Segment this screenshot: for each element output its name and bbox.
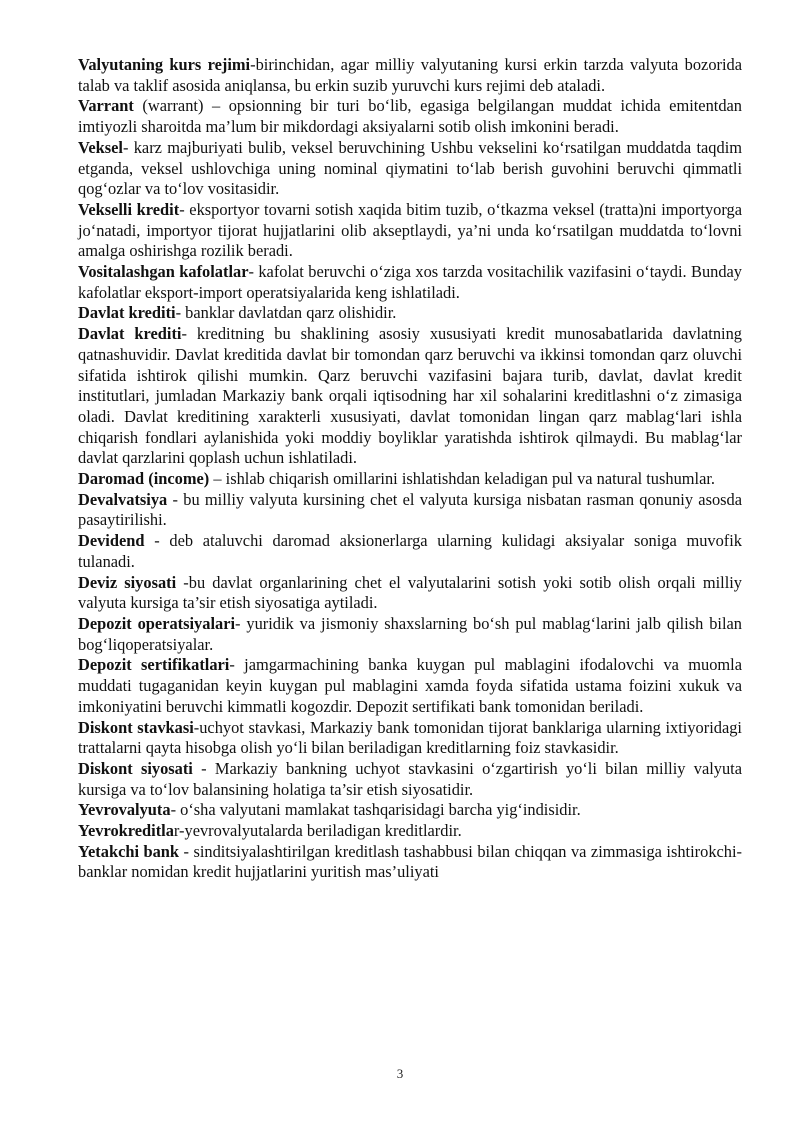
entry-term: Daromad (income) [78,469,210,489]
entry-term: Depozit operatsiyalari [78,613,236,633]
entry-text: - eksportyor tovarni sotish xaqida bitim tuzib, o‘tkazma veksel (tratta)ni importyorga jo‘natadi, importyor tijorat hujjatlarini olib akseptlaydi, ya’ni unda ko‘rsatilgan muddatda to‘lovni amalga oshirishga rozilik beradi. [78,199,742,261]
entry-term: Davlat krediti [78,303,176,323]
entry-text: -birinchidan, agar milliy valyutaning kursi erkin tarzda valyuta bozorida talab va taklif asosida aniqlansa, bu erkin suzib yuruvchi kurs rejimi deb ataladi. [78,55,742,95]
entry-term: Diskont stavkasi [78,717,194,737]
entry-text: r-yevrovalyutalarda beriladigan kreditlardir. [173,821,462,841]
entry-text: - o‘sha valyutani mamlakat tashqarisidagi barcha yig‘indisidir. [170,800,581,820]
entry-term: Vositalashgan kafolatlar [78,262,249,282]
entry-text: - bu milliy valyuta kursining chet el valyuta kursiga nisbatan rasman qonuniy asosda pasaytirilishi. [78,489,742,530]
entry-text: - kreditning bu shaklining asosiy xususiyati kredit munosabatlarida davlatning qatnashuvidir. Davlat kreditida davlat bir tomondan qarz beruvchi va ikkinsi tomondan qarz oluvchi sifatida ishtirok qilishi mumkin. Qarz beruvchi vazifasini bajara turib, davlat, davlat kredit institutlari, jumladan Markaziy bank orqali iqtisodning har xil sohalarini kreditlashni o‘z zimasiga oladi. Davlat kreditining xarakterli xususiyati, davlat tomonidan lingan qarz mablag‘lari ishla chiqarish fondlari aylanishida yoki moddiy boyliklar yaratishda ishtirok qilmaydi. Bu mablag‘lar davlat qarzlarini qoplash uchun ishlatiladi. [78,324,742,468]
glossary-entry [78,490,742,531]
entry-text: - Markaziy bankning uchyot stavkasini o‘zgartirish yo‘li bilan milliy valyuta kursiga va to‘lov balansining holatiga ta’sir etish siyosatidir. [78,758,742,799]
entry-term: Yevrokreditla [78,821,174,841]
entry-text: -bu davlat organlarining chet el valyutalarini sotish yoki sotib olish orqali milliy valyuta kursiga ta’sir etish siyosatiga aytiladi. [78,572,742,613]
glossary-entry [78,821,742,842]
entry-text: -uchyot stavkasi, Markaziy bank tomonidan tijorat banklariga ularning ixtiyoridagi trattalarni qayta hisobga olish yo‘li bilan beriladigan kreditlarning foiz stavkasidir. [78,717,742,758]
entry-term: Valyutaning kurs rejimi [78,55,251,74]
glossary-entry [78,531,742,572]
glossary-entry [78,200,742,262]
entry-term: Veksel [78,137,123,157]
glossary-entry [78,96,742,137]
entry-text: - banklar davlatdan qarz olishidir. [175,303,397,323]
glossary-entry [78,718,742,759]
glossary-entry [78,655,742,717]
entry-text: – ishlab chiqarish omillarini ishlatishdan keladigan pul va natural tushumlar. [209,469,715,489]
glossary-entry [78,614,742,655]
glossary-entry [78,324,742,469]
entry-text: - kafolat beruvchi o‘ziga xos tarzda vositachilik vazifasini o‘taydi. Bunday kafolatlar eksport-import operatsiyalarida keng ishlatiladi. [78,262,742,302]
page-number: 3 [396,1066,404,1081]
entry-term: Deviz siyosati [78,572,177,592]
entry-term: Varrant [78,96,134,116]
glossary-entry [78,800,742,821]
entry-term: Devidend [78,531,145,551]
entry-text: - sinditsiyalashtirilgan kreditlash tashabbusi bilan chiqqan va zimmasiga ishtirokchi-banklar nomidan kredit hujjatlarini yuritish mas’uliyati [78,841,742,882]
entry-text: - yuridik va jismoniy shaxslarning bo‘sh pul mablag‘larini jalb qilish bilan bog‘liqoperatsiyalar. [78,613,742,654]
glossary-entry [78,262,742,303]
entry-term: Yevrovalyuta [78,800,171,820]
entry-term: Davlat krediti [78,324,182,344]
glossary-entry [78,842,742,883]
entry-term: Diskont siyosati [78,758,193,778]
entry-term: Devalvatsiya [78,489,168,509]
entry-term: Vekselli kredit [78,199,180,219]
glossary-entry [78,759,742,800]
entry-text: - deb ataluvchi daromad aksionerlarga ularning kulidagi aksiyalar soniga muvofik tulanadi. [78,531,742,571]
glossary-entry [78,55,742,96]
glossary-page [78,55,742,883]
glossary-entry [78,469,742,490]
glossary-entry [78,573,742,614]
entry-text: - karz majburiyati bulib, veksel beruvchining Ushbu vekselini ko‘rsatilgan muddatda taqdim etganda, veksel ushlovchiga uning nominal qiymatini to‘lab berish guvohini beruvchi qimmatli qog‘ozlar va to‘lov vositasidir. [78,137,742,199]
entry-text: - jamgarmachining banka kuygan pul mablagini ifodalovchi va muomla muddati tugaganidan keyin kuygan pul mablagini xamda foyda sifatida ustama foizini xukuk va imkoniyatini beruvchi kimmatli kogozdir. Depozit sertifikati bank tomonidan beriladi. [78,655,742,716]
entry-term: Depozit sertifikatlari [78,655,230,675]
glossary-entry [78,138,742,200]
entry-term: Yetakchi bank [78,841,180,861]
entry-text: (warrant) – opsionning bir turi bo‘lib, egasiga belgilangan muddat ichida emitentdan imtiyozli sharoitda ma’lum bir mikdordagi aksiyalarni sotib olish imkonini beradi. [78,96,742,137]
glossary-entry [78,303,742,324]
